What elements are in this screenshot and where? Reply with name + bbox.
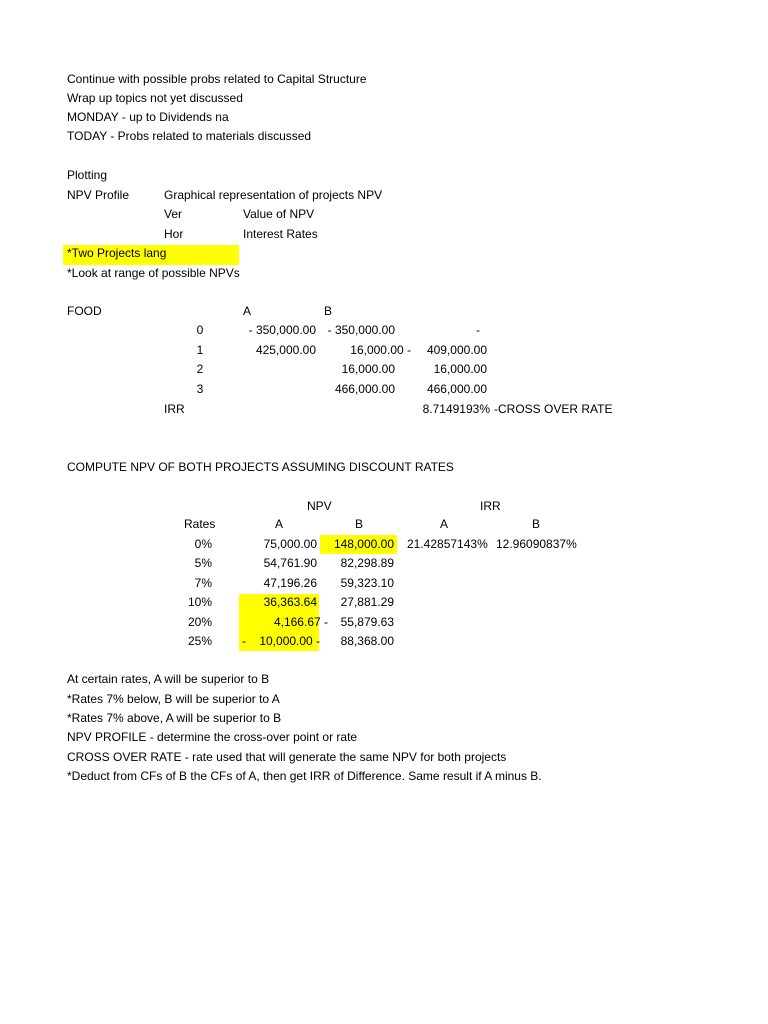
rate-cell: 5%	[194, 556, 212, 570]
food-year: 3	[196, 382, 204, 396]
compute-heading: COMPUTE NPV OF BOTH PROJECTS ASSUMING DISCOUNT RATES	[67, 460, 454, 474]
npv-a-cell: 36,363.64	[263, 595, 317, 609]
rate-cell: 25%	[187, 634, 212, 648]
conclusion-line: *Deduct from CFs of B the CFs of A, then get IRR of Difference. Same result if A minus B.	[67, 769, 542, 783]
cross-over-note: -CROSS OVER RATE	[494, 402, 613, 416]
intro-line: MONDAY - up to Dividends na	[67, 110, 229, 124]
intro-line: Continue with possible probs related to Capital Structure	[67, 72, 367, 86]
food-diff: -	[476, 323, 480, 337]
conclusion-line: *Rates 7% above, A will be superior to B	[67, 711, 282, 725]
npv-b-cell: 88,368.00	[340, 634, 394, 648]
irr-col-a: A	[440, 517, 449, 531]
npv-col-a: A	[275, 517, 284, 531]
hor-label: Hor	[164, 227, 184, 241]
intro-line: Wrap up topics not yet discussed	[67, 91, 243, 105]
irr-col-b: B	[532, 517, 541, 531]
npv-header: NPV	[307, 499, 332, 513]
npv-a-cell: 47,196.26	[263, 576, 317, 590]
npv-profile-label: NPV Profile	[67, 188, 130, 202]
irr-b-cell: 12.96090837%	[496, 537, 577, 551]
irr-label: IRR	[164, 402, 185, 416]
food-year: 1	[196, 343, 204, 357]
npv-col-b: B	[355, 517, 364, 531]
hor-value: Interest Rates	[243, 227, 318, 241]
npv-b-cell: 82,298.89	[340, 556, 394, 570]
food-b: 16,000.00	[341, 362, 395, 376]
food-col-b: B	[324, 304, 333, 318]
food-b: 16,000.00 -	[350, 343, 411, 357]
food-diff: 409,000.00	[426, 343, 487, 357]
npv-a-cell: 4,166.67 -	[273, 615, 328, 629]
conclusion-line: CROSS OVER RATE - rate used that will generate the same NPV for both projects	[67, 750, 507, 764]
npv-b-cell: 59,323.10	[340, 576, 394, 590]
conclusion-line: At certain rates, A will be superior to B	[67, 672, 270, 686]
range-note: *Look at range of possible NPVs	[67, 266, 240, 280]
ver-value: Value of NPV	[243, 207, 315, 221]
irr-value: 8.7149193%	[422, 402, 490, 416]
food-b: - 350,000.00	[327, 323, 395, 337]
food-diff: 466,000.00	[426, 382, 487, 396]
npv-profile-desc: Graphical representation of projects NPV	[164, 188, 383, 202]
food-diff: 16,000.00	[433, 362, 487, 376]
conclusion-line: *Rates 7% below, B will be superior to A	[67, 692, 280, 706]
npv-a-cell: 54,761.90	[263, 556, 317, 570]
irr-a-cell: 21.42857143%	[407, 537, 488, 551]
intro-line: TODAY - Probs related to materials discussed	[67, 129, 312, 143]
rate-cell: 7%	[194, 576, 212, 590]
npv-b-cell: 55,879.63	[340, 615, 394, 629]
npv-a-cell: - 10,000.00 -	[242, 634, 321, 648]
food-a: - 350,000.00	[248, 323, 316, 337]
food-a: 425,000.00	[255, 343, 316, 357]
npv-b-cell: 27,881.29	[340, 595, 394, 609]
food-year: 0	[196, 323, 204, 337]
ver-label: Ver	[164, 207, 183, 221]
food-year: 2	[196, 362, 204, 376]
rate-cell: 0%	[194, 537, 212, 551]
rate-cell: 20%	[187, 615, 212, 629]
npv-b-cell: 148,000.00	[333, 537, 394, 551]
irr-header: IRR	[480, 499, 501, 513]
rate-cell: 10%	[187, 595, 212, 609]
food-label: FOOD	[67, 304, 102, 318]
plotting-heading: Plotting	[67, 168, 108, 182]
food-b: 466,000.00	[334, 382, 395, 396]
two-projects-note: *Two Projects lang	[67, 246, 167, 260]
food-col-a: A	[243, 304, 252, 318]
conclusion-line: NPV PROFILE - determine the cross-over point or rate	[67, 730, 358, 744]
npv-a-cell: 75,000.00	[263, 537, 317, 551]
rates-header: Rates	[184, 517, 216, 531]
